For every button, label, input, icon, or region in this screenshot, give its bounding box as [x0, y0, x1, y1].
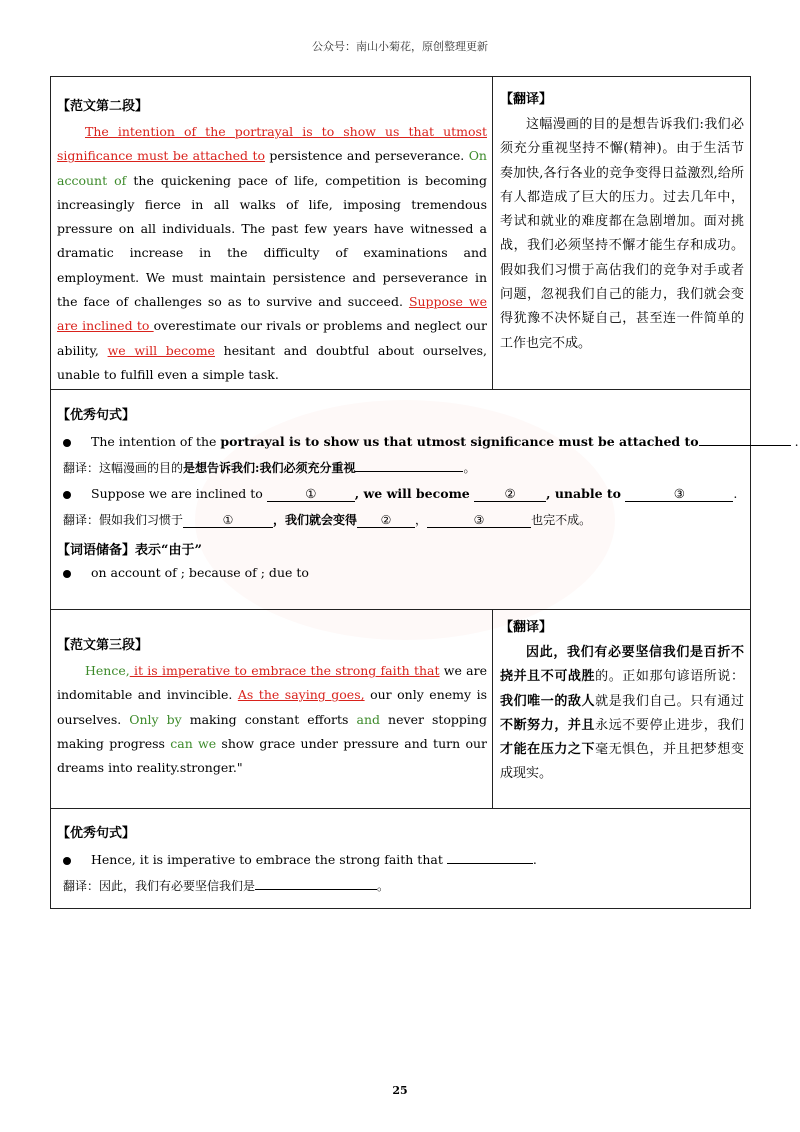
- page-number: 25: [392, 1084, 408, 1097]
- section-title: 【优秀句式】: [57, 408, 136, 423]
- fill-blank: ①: [183, 513, 273, 528]
- bullet-icon: [63, 439, 71, 447]
- key-phrase: As the saying goes,: [237, 687, 365, 703]
- column-divider: [492, 609, 493, 808]
- column-divider: [492, 76, 493, 389]
- essay-paragraph-2: [57, 95, 487, 387]
- fill-blank: [447, 863, 533, 864]
- key-phrase: it is imperative to embrace the strong faith that: [129, 663, 440, 678]
- section-title: 【优秀句式】: [57, 826, 136, 841]
- fill-blank: ①: [267, 487, 355, 502]
- list-item: on account of ; because of ; due to: [57, 560, 747, 586]
- essay-paragraph-3: [57, 634, 487, 780]
- bullet-icon: [63, 570, 71, 578]
- row-divider: [50, 808, 751, 809]
- translation-text: 因此，我们有必要坚信我们是百折不挠并且不可战胜的。正如那句谚语所说：我们唯一的敌人就是我们自己。只有通过不断努力，并且永远不要停止进步，我们才能在压力之下毫无惧色，并且把梦想变成现实。: [500, 645, 744, 782]
- key-phrase: can we: [170, 735, 217, 751]
- page-header: 公众号：南山小菊花，原创整理更新: [312, 40, 488, 53]
- translation-paragraph-2: [500, 88, 744, 356]
- fill-blank: ②: [357, 513, 415, 528]
- translation-text: 这幅漫画的目的是想告诉我们:我们必须充分重视坚持不懈(精神)。由于生活节奏加快,各行各业的竞争变得日益激烈,给所有人都造成了巨大的压力。过去几年中，考试和就业的难度都在急剧增加。面对挑战，我们必须坚持不懈才能生存和成功。假如我们习惯于高估我们的竞争对手或者问题，忽视我们自己的能力，我们就会变得犹豫不决怀疑自己，甚至连一件简单的工作也完不成。: [500, 117, 744, 351]
- list-item: Hence, it is imperative to embrace the strong faith that .: [57, 847, 747, 873]
- key-phrase: On account of: [57, 148, 487, 188]
- fill-blank: ③: [625, 487, 733, 502]
- row-divider: [50, 609, 751, 610]
- translation-paragraph-3: [500, 616, 744, 787]
- section-title: 【范文第二段】: [57, 99, 149, 114]
- paragraph-text: The intention of the portrayal is to show us that utmost significance must be attached to persistence and perseverance. On account of the quickening pace of life, competition is becoming increasingly fierce in all walks of life, imposing tremendous pressure on all individuals. The past few years have witnessed a dramatic increase in the difficulty of examinations and employment. We must maintain persistence and perseverance in the face of challenges so as to survive and succeed. Suppose we are inclined to overestimate our rivals or problems and neglect our ability, we will become hesitant and doubtful about ourselves, unable to fulfill even a simple task.: [57, 124, 487, 382]
- key-phrase: The intention of the portrayal is to show us that utmost significance must be attached to: [57, 124, 487, 164]
- list-item: The intention of the portrayal is to show us that utmost significance must be attached to .: [57, 429, 747, 455]
- sentence-patterns-1: [57, 404, 799, 586]
- fill-blank: [255, 889, 377, 890]
- row-divider: [50, 389, 751, 390]
- fill-blank: ③: [427, 513, 531, 528]
- section-title: 【范文第三段】: [57, 638, 149, 653]
- key-phrase: Hence,: [85, 663, 130, 678]
- list-item: Suppose we are inclined to ① , we will become ② , unable to ③ .: [57, 481, 747, 507]
- sentence-patterns-2: [57, 822, 747, 899]
- translation-line: 翻译：这幅漫画的目的是想告诉我们:我们必须充分重视 。: [63, 461, 476, 475]
- key-phrase: we will become: [107, 342, 215, 358]
- key-phrase: and: [356, 711, 381, 727]
- section-title: 【翻译】: [500, 620, 553, 635]
- bullet-icon: [63, 857, 71, 865]
- paragraph-text: Hence, it is imperative to embrace the strong faith that we are indomitable and invincible. As the saying goes, our only enemy is ourselves. Only by making constant efforts and never stopping making progress can we show grace under pressure and turn our dreams into reality.stronger.": [57, 663, 487, 776]
- key-phrase: Only by: [129, 711, 182, 727]
- section-title: 【翻译】: [500, 92, 553, 107]
- fill-blank: [355, 471, 463, 472]
- key-phrase: Suppose we are inclined to: [57, 294, 487, 334]
- translation-line: 翻译：因此，我们有必要坚信我们是 。: [63, 879, 390, 893]
- translation-line: 翻译：假如我们习惯于 ① ，我们就会变得 ② ， ③ 也完不成。: [63, 513, 592, 527]
- vocab-title: 【词语储备】表示“由于”: [57, 543, 202, 558]
- fill-blank: [699, 445, 791, 446]
- fill-blank: ②: [474, 487, 546, 502]
- bullet-icon: [63, 491, 71, 499]
